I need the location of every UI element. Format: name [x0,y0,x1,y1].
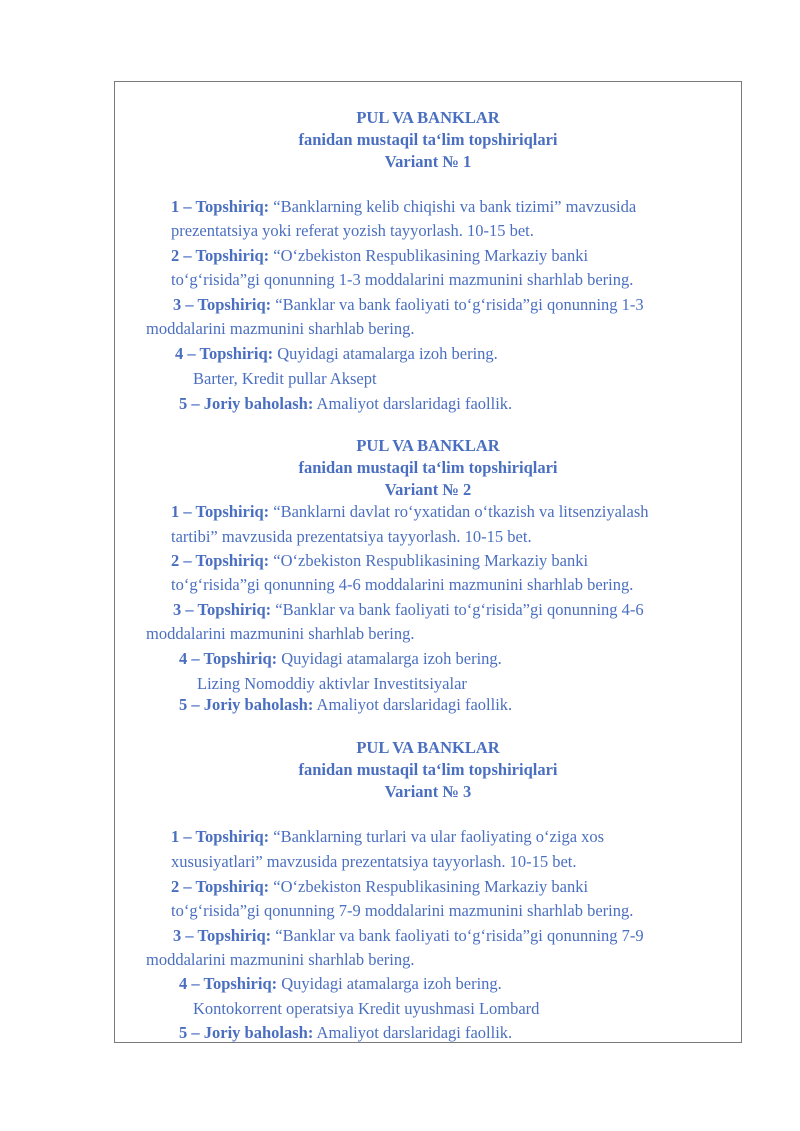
task-label: 2 – Topshiriq: [171,551,270,570]
task-3 [173,295,644,315]
task-text: Quyidagi atamalarga izoh bering. [277,974,502,993]
task-text: “O‘zbekiston Respublikasining Markaziy banki [269,551,589,570]
task-text: “Banklarning turlari va ular faoliyating o‘ziga xos [269,827,605,846]
task-text: Amaliyot darslaridagi faollik. [313,1023,513,1042]
task-3 [173,926,644,946]
task-1 [171,197,636,217]
task-3-cont: moddalarini mazmunini sharhlab bering. [146,624,415,643]
task-text: Amaliyot darslaridagi faollik. [313,394,513,413]
task-4 [175,344,498,364]
task-4-terms: Kontokorrent operatsiya Kredit uyushmasi Lombard [193,999,540,1018]
variant-heading: Variant № 3 [384,782,472,801]
task-1-cont: prezentatsiya yoki referat yozish tayyorlash. 10-15 bet. [171,221,534,240]
task-label: 2 – Topshiriq: [171,877,270,896]
task-2 [171,551,588,571]
task-1 [171,827,604,847]
task-text: “Banklarning kelib chiqishi va bank tizimi” mavzusida [269,197,637,216]
task-text: “Banklar va bank faoliyati to‘g‘risida”gi qonunning 1-3 [271,295,644,314]
task-label: 4 – Topshiriq: [179,649,278,668]
task-5 [179,695,512,715]
task-text: Quyidagi atamalarga izoh bering. [273,344,498,363]
task-2-cont: to‘g‘risida”gi qonunning 4-6 moddalarini mazmunini sharhlab bering. [171,575,634,594]
task-text: “O‘zbekiston Respublikasining Markaziy banki [269,246,589,265]
task-1-cont: tartibi” mavzusida prezentatsiya tayyorlash. 10-15 bet. [171,527,532,546]
task-2-cont: to‘g‘risida”gi qonunning 1-3 moddalarini mazmunini sharhlab bering. [171,270,634,289]
task-label: 1 – Topshiriq: [171,197,270,216]
task-3 [173,600,644,620]
task-5 [179,1023,512,1043]
task-text: “Banklar va bank faoliyati to‘g‘risida”gi qonunning 7-9 [271,926,644,945]
task-4 [179,649,502,669]
task-label: 4 – Topshiriq: [179,974,278,993]
task-label: 5 – Joriy baholash: [179,394,314,413]
task-text: Amaliyot darslaridagi faollik. [313,695,513,714]
task-label: 3 – Topshiriq: [173,926,272,945]
task-3-cont: moddalarini mazmunini sharhlab bering. [146,950,415,969]
task-1 [171,502,649,522]
task-4-terms: Barter, Kredit pullar Aksept [193,369,377,388]
task-text: “Banklar va bank faoliyati to‘g‘risida”gi qonunning 4-6 [271,600,644,619]
task-2 [171,877,588,897]
task-text: “O‘zbekiston Respublikasining Markaziy banki [269,877,589,896]
page-subtitle: fanidan mustaqil ta‘lim topshiriqlari [298,760,558,779]
task-4-terms: Lizing Nomoddiy aktivlar Investitsiyalar [197,674,467,693]
task-2-cont: to‘g‘risida”gi qonunning 7-9 moddalarini mazmunini sharhlab bering. [171,901,634,920]
task-label: 2 – Topshiriq: [171,246,270,265]
task-label: 3 – Topshiriq: [173,295,272,314]
task-5 [179,394,512,414]
task-label: 1 – Topshiriq: [171,502,270,521]
variant-heading: Variant № 2 [384,480,472,499]
task-label: 5 – Joriy baholash: [179,1023,314,1042]
variant-heading: Variant № 1 [384,152,472,171]
page-subtitle: fanidan mustaqil ta‘lim topshiriqlari [298,130,558,149]
page-title: PUL VA BANKLAR [356,436,500,455]
task-text: “Banklarni davlat ro‘yxatidan o‘tkazish va litsenziyalash [269,502,649,521]
task-1-cont: xususiyatlari” mavzusida prezentatsiya tayyorlash. 10-15 bet. [171,852,577,871]
task-label: 3 – Topshiriq: [173,600,272,619]
task-label: 4 – Topshiriq: [175,344,274,363]
task-4 [179,974,502,994]
task-2 [171,246,588,266]
task-text: Quyidagi atamalarga izoh bering. [277,649,502,668]
page-subtitle: fanidan mustaqil ta‘lim topshiriqlari [298,458,558,477]
task-3-cont: moddalarini mazmunini sharhlab bering. [146,319,415,338]
task-label: 5 – Joriy baholash: [179,695,314,714]
task-label: 1 – Topshiriq: [171,827,270,846]
page-title: PUL VA BANKLAR [356,738,500,757]
page-title: PUL VA BANKLAR [356,108,500,127]
